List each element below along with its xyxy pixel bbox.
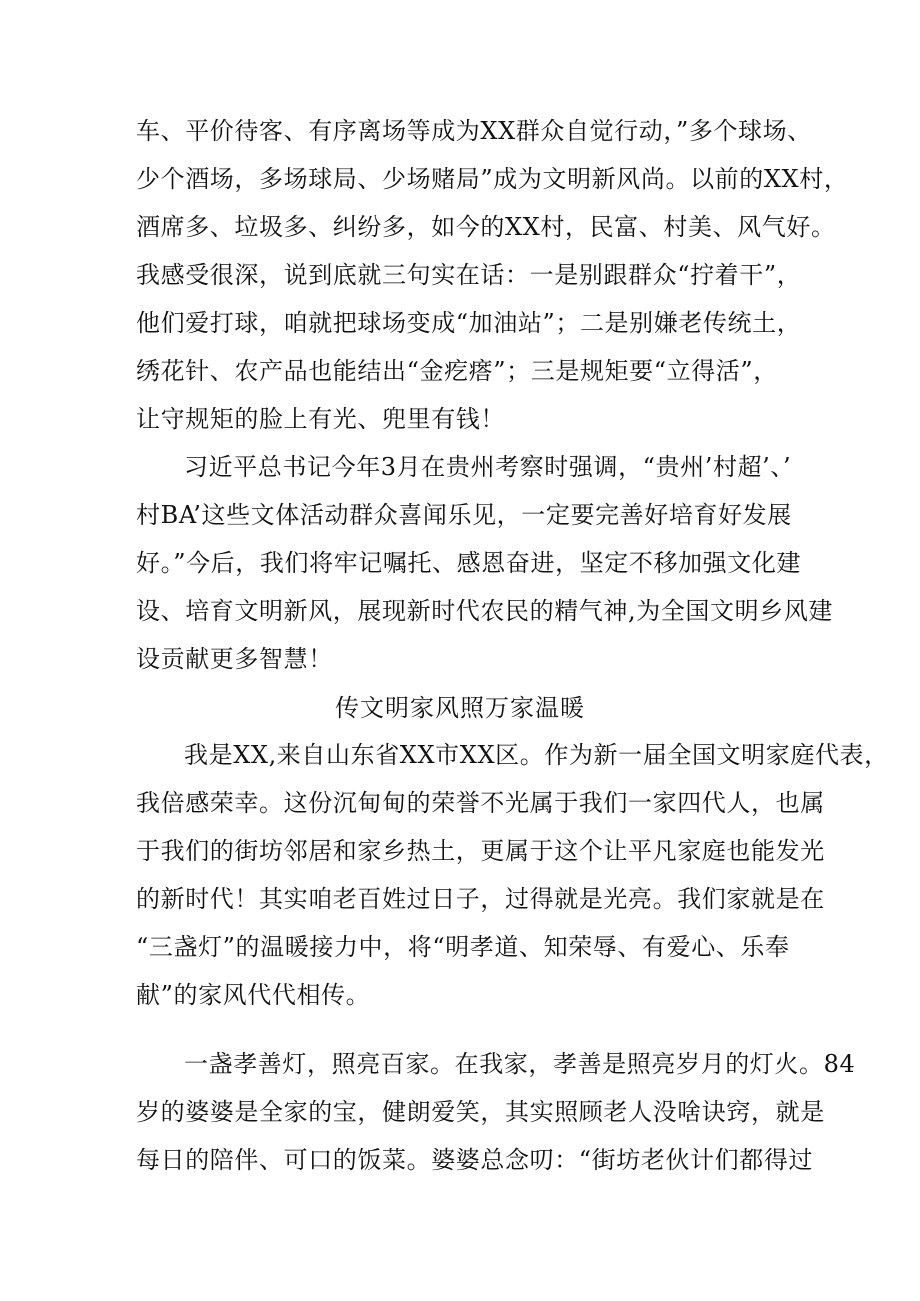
para3-line-1: 我是XX,来自山东省XX市XX区。作为新一届全国文明家庭代表，	[184, 741, 889, 769]
para1-line-1: 车、平价待客、有序离场等成为XX群众自觉行动，”多个球场、	[136, 117, 812, 145]
para3-line-5: “三盏灯”的温暖接力中，将“明孝道、知荣辱、有爱心、乐奉	[136, 933, 790, 961]
para3-line-4: 的新时代！其实咱老百姓过日子，过得就是光亮。我们家就是在	[136, 885, 825, 913]
para3-line-6: 献”的家风代代相传。	[136, 981, 371, 1009]
para2-line-4: 设、培育文明新风，展现新时代农民的精气神,为全国文明乡风建	[136, 597, 834, 625]
para4-line-1: 一盏孝善灯，照亮百家。在我家，孝善是照亮岁月的灯火。84	[184, 1050, 856, 1078]
para3-line-3: 于我们的街坊邻居和家乡热土，更属于这个让平凡家庭也能发光	[136, 837, 825, 865]
para1-line-6: 绣花针、农产品也能结出“金疙瘩”；三是规矩要“立得活”，	[136, 357, 778, 385]
para1-line-4: 我感受很深，说到底就三句实在话：一是别跟群众“拧着干”，	[136, 261, 802, 289]
para1-line-5: 他们爱打球，咱就把球场变成“加油站”；二是别嫌老传统土，	[136, 309, 802, 337]
para1-line-2: 少个酒场，多场球局、少场赌局”成为文明新风尚。以前的XX村，	[136, 165, 849, 193]
para2-line-1: 习近平总书记今年3月在贵州考察时强调，“贵州’村超’、’	[184, 453, 792, 481]
para1-line-7: 让守规矩的脸上有光、兜里有钱！	[136, 405, 505, 433]
para2-line-5: 设贡献更多智慧！	[136, 645, 333, 673]
section-heading: 传文明家风照万家温暖	[335, 694, 585, 722]
para4-line-3: 每日的陪伴、可口的饭菜。婆婆总念叨：“街坊老伙计们都得过	[136, 1146, 814, 1174]
para3-line-2: 我倍感荣幸。这份沉甸甸的荣誉不光属于我们一家四代人，也属	[136, 789, 825, 817]
para2-line-3: 好。”今后，我们将牢记嘱托、感恩奋进，坚定不移加强文化建	[136, 549, 802, 577]
para2-line-2: 村BA’这些文体活动群众喜闻乐见，一定要完善好培育好发展	[136, 501, 792, 529]
para4-line-2: 岁的婆婆是全家的宝，健朗爱笑，其实照顾老人没啥诀窍，就是	[136, 1098, 825, 1126]
para1-line-3: 酒席多、垃圾多、纠纷多，如今的XX村，民富、村美、风气好。	[136, 213, 836, 241]
